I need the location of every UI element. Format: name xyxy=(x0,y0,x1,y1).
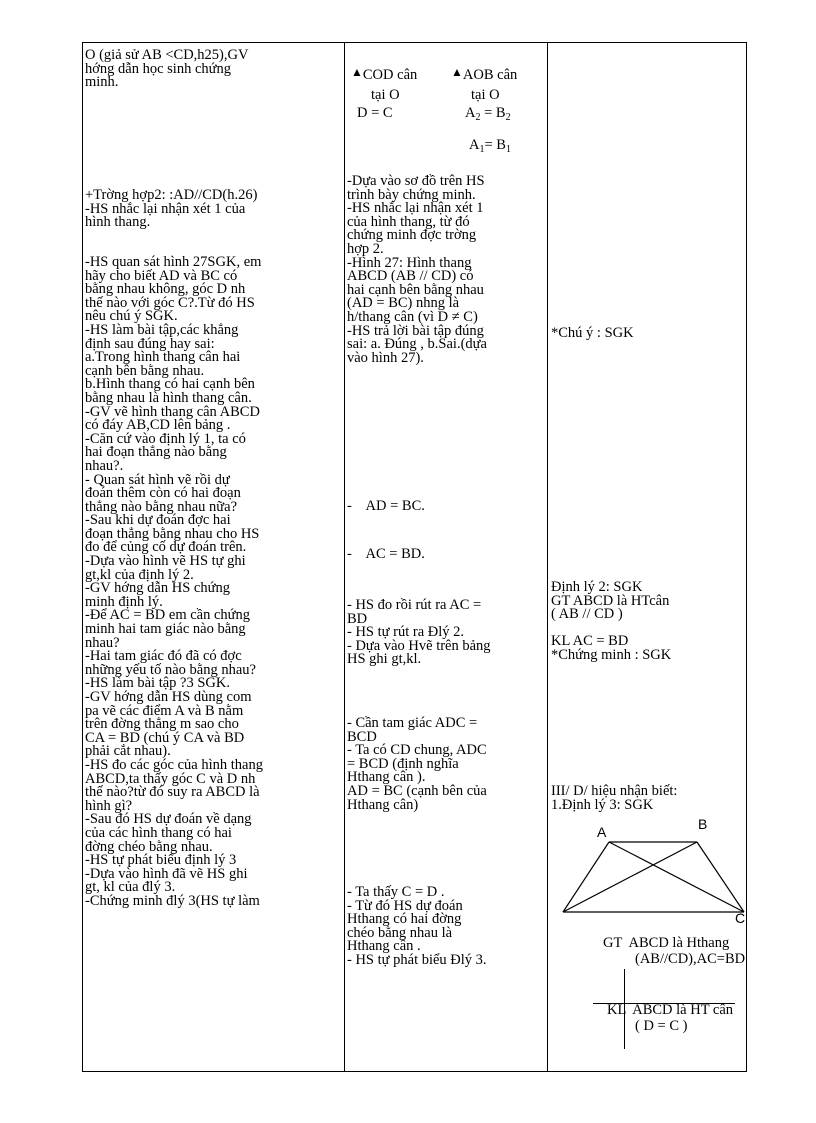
triangle-aob-text: ▲AOB cân xyxy=(451,65,518,83)
activity-intro: O (giả sử AB <CD,h25),GV hớng dẫn học sinh chứng minh. xyxy=(85,47,249,91)
label-c: C xyxy=(735,910,745,925)
board-column xyxy=(551,43,745,1071)
lesson-table xyxy=(82,42,747,1072)
edge-bc xyxy=(697,842,744,912)
answer-ad-bc: - AD = BC. xyxy=(347,498,425,514)
activity-main: -HS quan sát hình 27SGK, em hãy cho biết AD và BC có bằng nhau không, góc D nh thế nào với góc C?.Từ đó HS nêu chú ý SGK. -HS làm bài tập,các khẳng định sau đúng hay sai: a.Trong hình thang cân hai cạnh bên bằng nhau. b.Hình thang có hai cạnh bên bằng nhau là hình thang cân. -GV vẽ hình thang cân ABCD có đáy AB,CD lên bảng . -Căn cứ vào định lý 1, ta có hai đoạn thẳng nào bằng nhau?. - Quan sát hình vẽ rồi dự đoán thêm còn có hai đoạn thẳng nào bằng nhau nữa? -Sau khi dự đoán đợc hai đoạn thẳng bằng nhau cho HS đo để củng cố dự đoán trên. -Dựa vào hình vẽ HS tự ghi gt,kl của định lý 2. -GV hớng dẫn HS chứng minh định lý. -Để AC = BD em cần chứng minh hai tam giác nào bằng nhau? -Hai tam giác đó đã có đợc những yếu tố nào bằng nhau? -HS làm bài tập ?3 SGK. -GV hớng dẫn HS dùng com pa vẽ các điểm A và B nằm trên đờng thẳng m sao cho CA = BD (chú ý CA và BD phải cắt nhau). -HS đo các góc của hình thang ABCD,ta thấy góc C và D nh thế nào?từ đó suy ra ABCD là hình gì? -Sau đó HS dự đoán về dạng của các hình thang có hai đờng chéo bằng nhau. -HS tự phát biểu định lý 3 -Dựa vào hình đã vẽ HS ghi gt, kl của đlý 3. -Chứng minh đlý 3(HS tự làm xyxy=(85,254,263,909)
answer-proof: - Cần tam giác ADC = BCD - Ta có CD chung, ADC = BCD (định nghĩa Hthang cân ). AD = BC (cạnh bên của Hthang cân) xyxy=(347,715,487,813)
angle-a2-b2: $A_2 = B_2$ xyxy=(465,105,511,123)
trapezoid-figure xyxy=(551,815,745,925)
label-b: B xyxy=(698,816,708,832)
column-divider-2 xyxy=(547,43,548,1071)
answer-theorem3: - Ta thấy C = D . - Từ đó HS dự đoán Hthang có hai đờng chéo bằng nhau là Hthang cân . - HS tự phát biểu Đlý 3. xyxy=(347,884,487,968)
theorem-3-gt: GT ABCD là Hthang xyxy=(603,935,730,951)
answer-ac-bd: - AC = BD. xyxy=(347,546,425,562)
triangle-cod-text: ▲COD cân xyxy=(351,65,418,83)
label-a: A xyxy=(597,824,607,840)
section-3-heading: III/ D/ hiệu nhận biết: 1.Định lý 3: SGK xyxy=(551,783,678,813)
column-divider-1 xyxy=(344,43,345,1071)
at-o-right: tại O xyxy=(471,87,500,103)
answer-main: -Dựa vào sơ đồ trên HS trình bày chứng minh. -HS nhắc lại nhận xét 1 của hình thang, từ đó chứng minh đợc trờng hợp 2. -Hình 27: Hình thang ABCD (AB // CD) có hai cạnh bên bằng nhau (AD = BC) nhng là h/thang cân (vì D ≠ C) -HS trả lời bài tập đúng sai: a. Đúng , b.Sai.(dựa vào hình 27). xyxy=(347,173,487,366)
angle-d-equals-c: D = C xyxy=(357,105,393,121)
answer-column xyxy=(347,43,543,1071)
activity-case-2: +Trờng hợp2: :AD//CD(h.26) -HS nhắc lại nhận xét 1 của hình thang. xyxy=(85,187,258,231)
theorem-2-block: Định lý 2: SGK GT ABCD là HTcân ( AB // CD ) KL AC = BD *Chứng minh : SGK xyxy=(551,579,672,663)
at-o-left: tại O xyxy=(371,87,400,103)
angle-a1-b1: $A_1= B_1$ xyxy=(469,137,511,155)
note-sgk: *Chú ý : SGK xyxy=(551,325,634,341)
theorem-3-gt-cont: (AB//CD),AC=BD xyxy=(635,951,745,967)
theorem-3-kl-cont: ( D = C ) xyxy=(635,1018,688,1034)
activity-column xyxy=(85,43,340,1071)
answer-theorem2: - HS đo rồi rút ra AC = BD - HS tự rút ra Đlý 2. - Dựa vào Hvẽ trên bảng HS ghi gt,kl. xyxy=(347,597,491,668)
theorem-3-kl: KL ABCD là HT cân xyxy=(607,1002,734,1018)
edge-da xyxy=(563,842,609,912)
